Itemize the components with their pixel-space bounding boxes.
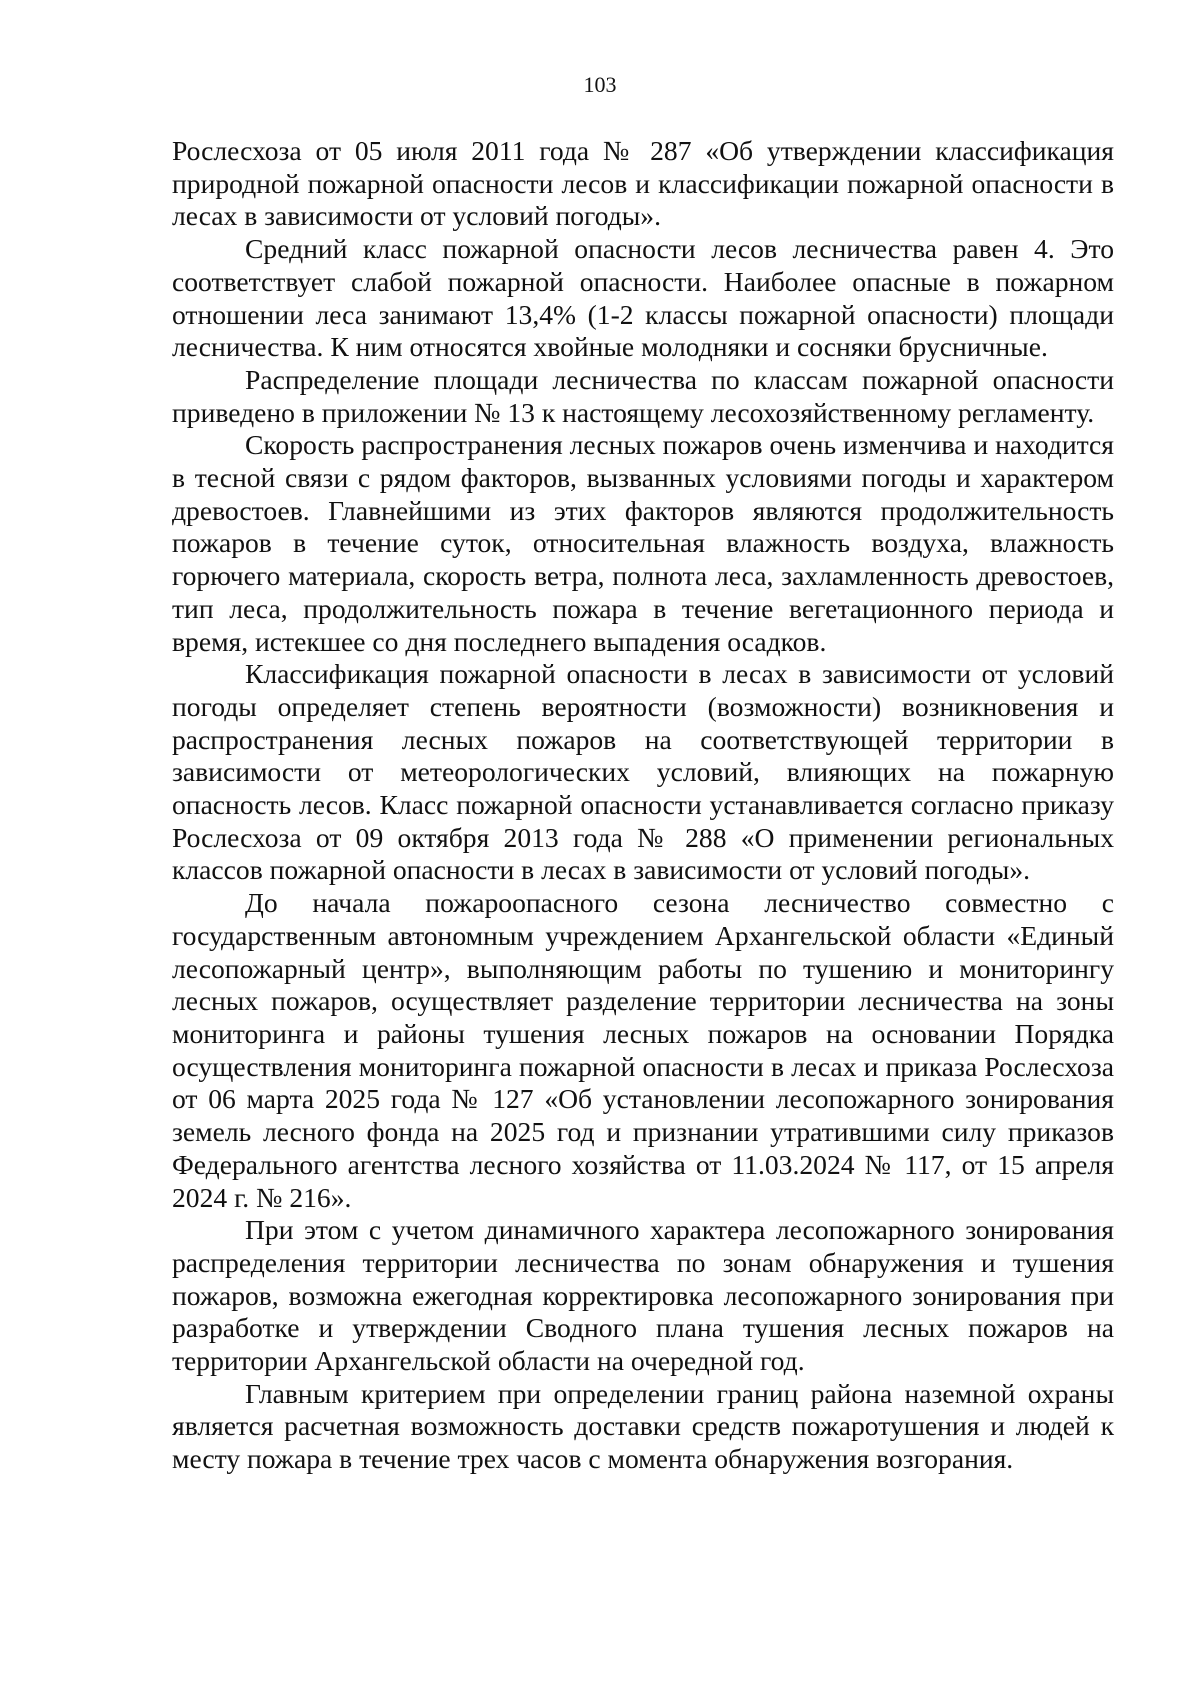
paragraph-8: Главным критерием при определении границ района наземной охраны является расчетная возможность доставки средств пожаротушения и людей к месту пожара в течение трех часов с момента обнаружения возгорания. <box>172 1377 1114 1475</box>
paragraph-6: До начала пожароопасного сезона лесничество совместно с государственным автономным учреждением Архангельской области «Единый лесопожарный центр», выполняющим работы по тушению и мониторингу лесных пожаров, осуществляет разделение территории лесничества на зоны мониторинга и районы тушения лесных пожаров на основании Порядка осуществления мониторинга пожарной опасности в лесах и приказа Рослесхоза от 06 марта 2025 года № 127 «Об установлении лесопожарного зонирования земель лесного фонда на 2025 год и признании утратившими силу приказов Федерального агентства лесного хозяйства от 11.03.2024 № 117, от 15 апреля 2024 г. № 216». <box>172 887 1114 1213</box>
page-number: 103 <box>583 72 617 97</box>
paragraph-7: При этом с учетом динамичного характера лесопожарного зонирования распределения территории лесничества по зонам обнаружения и тушения пожаров, возможна ежегодная корректировка лесопожарного зонирования при разработке и утверждении Сводного плана тушения лесных пожаров на территории Архангельской области на очередной год. <box>172 1214 1114 1377</box>
paragraph-4: Скорость распространения лесных пожаров очень изменчива и находится в тесной связи с рядом факторов, вызванных условиями погоды и характером древостоев. Главнейшими из этих факторов являются продолжительность пожаров в течение суток, относительная влажность воздуха, влажность горючего материала, скорость ветра, полнота леса, захламленность древостоев, тип леса, продолжительность пожара в течение вегетационного периода и время, истекшее со дня последнего выпадения осадков. <box>172 429 1114 657</box>
document-body <box>172 135 1114 1476</box>
paragraph-5: Классификация пожарной опасности в лесах в зависимости от условий погоды определяет степень вероятности (возможности) возникновения и распространения лесных пожаров на соответствующей территории в зависимости от метеорологических условий, влияющих на пожарную опасность лесов. Класс пожарной опасности устанавливается согласно приказу Рослесхоза от 09 октября 2013 года № 288 «О применении региональных классов пожарной опасности в лесах в зависимости от условий погоды». <box>172 658 1114 886</box>
paragraph-2: Средний класс пожарной опасности лесов лесничества равен 4. Это соответствует слабой пожарной опасности. Наиболее опасные в пожарном отношении леса занимают 13,4% (1-2 классы пожарной опасности) площади лесничества. К ним относятся хвойные молодняки и сосняки брусничные. <box>172 233 1114 363</box>
paragraph-1: Рослесхоза от 05 июля 2011 года № 287 «Об утверждении классификация природной пожарной опасности лесов и классификации пожарной опасности в лесах в зависимости от условий погоды». <box>172 135 1114 232</box>
paragraph-3: Распределение площади лесничества по классам пожарной опасности приведено в приложении № 13 к настоящему лесохозяйственному регламенту. <box>172 363 1114 428</box>
